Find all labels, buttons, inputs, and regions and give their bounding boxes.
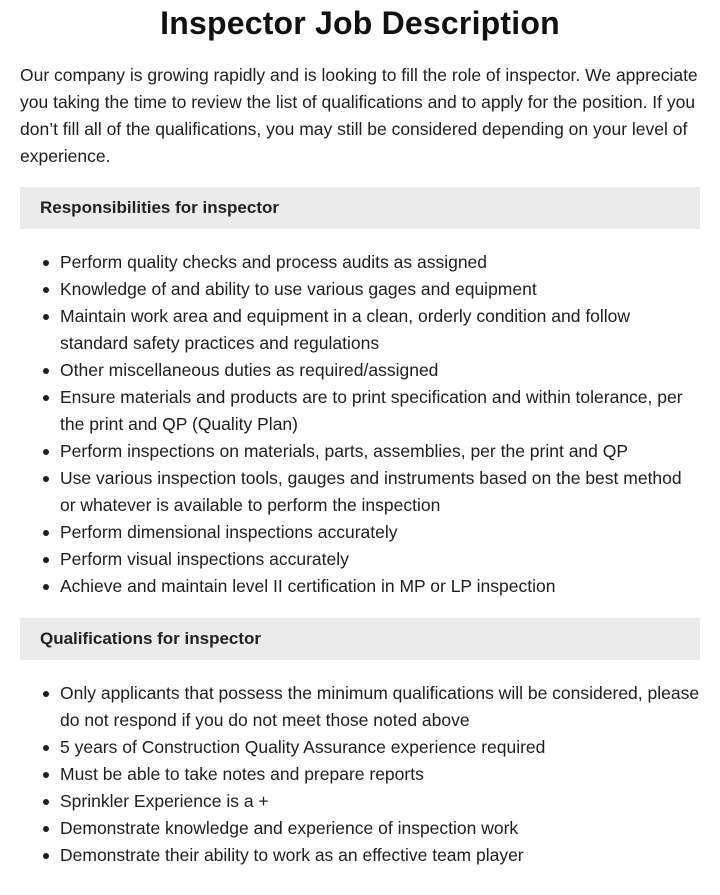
page-title: Inspector Job Description	[160, 5, 560, 41]
list-item: Maintain work area and equipment in a clean, orderly condition and follow standard safety practices and regulations	[60, 303, 700, 357]
list-item: Must be able to take notes and prepare reports	[60, 761, 700, 788]
qualifications-list	[20, 680, 700, 869]
list-item: Demonstrate knowledge and experience of inspection work	[60, 815, 700, 842]
responsibilities-heading: Responsibilities for inspector	[20, 187, 700, 229]
list-item: Perform inspections on materials, parts, assemblies, per the print and QP	[60, 438, 700, 465]
qualifications-heading: Qualifications for inspector	[20, 618, 700, 660]
list-item: Sprinkler Experience is a +	[60, 788, 700, 815]
list-item: Demonstrate their ability to work as an effective team player	[60, 842, 700, 869]
intro-paragraph: Our company is growing rapidly and is looking to fill the role of inspector. We appreciate you taking the time to review the list of qualifications and to apply for the position. If you don’t fill all of the qualifications, you may still be considered depending on your level of experience.	[20, 65, 698, 166]
list-item: Perform visual inspections accurately	[60, 546, 700, 573]
list-item: Only applicants that possess the minimum qualifications will be considered, please do not respond if you do not meet those noted above	[60, 680, 700, 734]
list-item: Achieve and maintain level II certification in MP or LP inspection	[60, 573, 700, 600]
list-item: Use various inspection tools, gauges and instruments based on the best method or whatever is available to perform the inspection	[60, 465, 700, 519]
list-item: Other miscellaneous duties as required/assigned	[60, 357, 700, 384]
responsibilities-list	[20, 249, 700, 600]
list-item: 5 years of Construction Quality Assurance experience required	[60, 734, 700, 761]
list-item: Knowledge of and ability to use various gages and equipment	[60, 276, 700, 303]
list-item: Perform dimensional inspections accurately	[60, 519, 700, 546]
list-item: Perform quality checks and process audits as assigned	[60, 249, 700, 276]
list-item: Ensure materials and products are to print specification and within tolerance, per the print and QP (Quality Plan)	[60, 384, 700, 438]
